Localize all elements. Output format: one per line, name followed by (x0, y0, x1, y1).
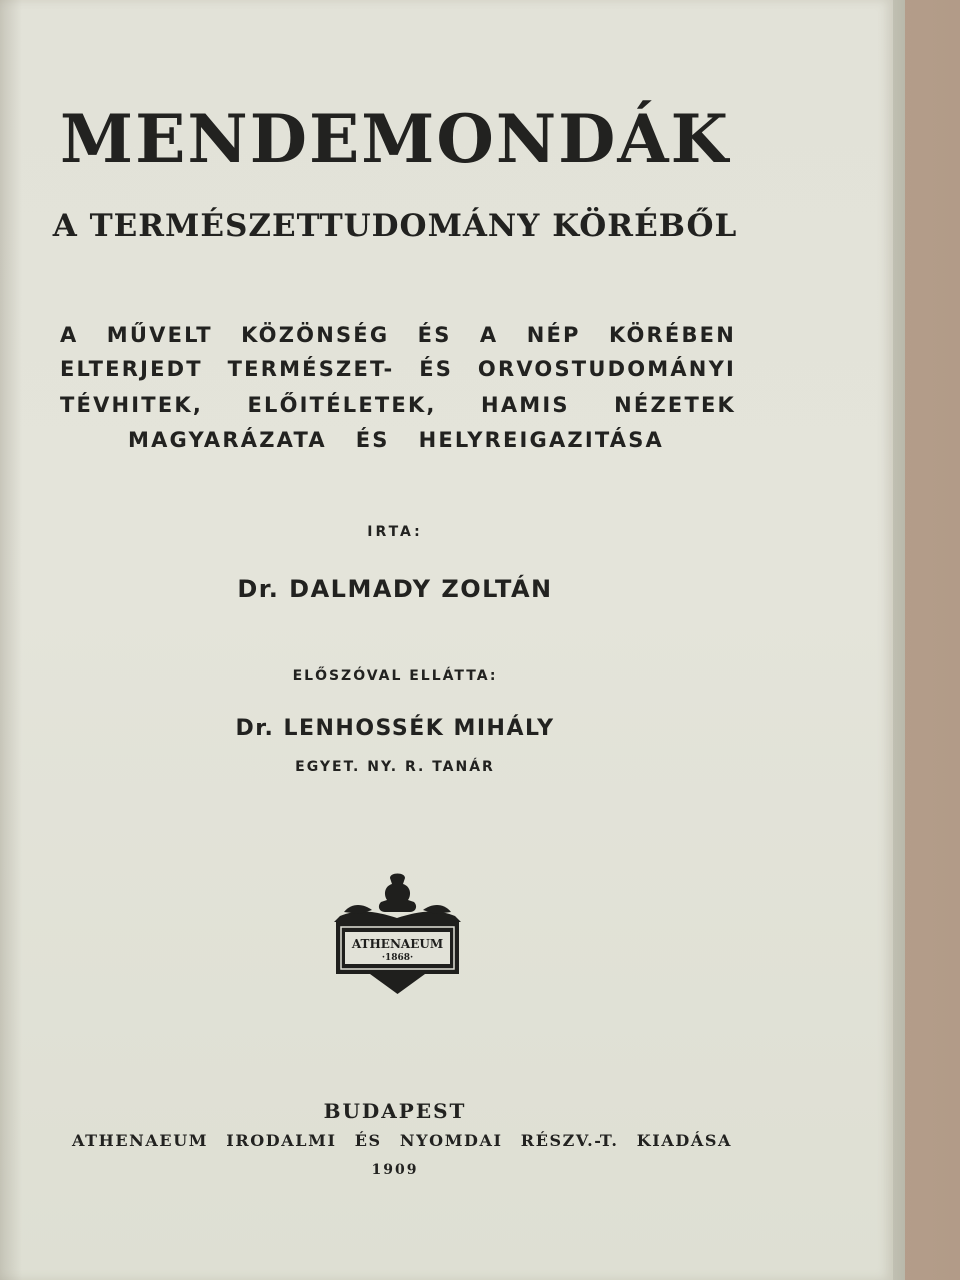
logo-text: ATHENAEUM (351, 937, 444, 951)
foreword-label: ELŐSZÓVAL ELLÁTTA: (292, 668, 498, 684)
foreword-author-position: EGYET. NY. R. TANÁR (295, 759, 495, 775)
athenaeum-logo-icon (330, 872, 465, 997)
description-line: MAGYARÁZATA ÉS HELYREIGAZITÁSA (128, 428, 664, 452)
written-by-label: IRTA: (367, 524, 423, 540)
publisher-line: ATHENAEUM IRODALMI ÉS NYOMDAI RÉSZV.-T. KIADÁSA (72, 1131, 732, 1150)
description-line: ELTERJEDT TERMÉSZET- ÉS ORVOSTUDOMÁNYI (60, 357, 736, 381)
page-gutter-shadow (0, 0, 22, 1280)
publication-city: BUDAPEST (323, 1099, 467, 1123)
description-line: TÉVHITEK, ELŐITÉLETEK, HAMIS NÉZETEK (60, 393, 736, 417)
foreword-author-name: Dr. LENHOSSÉK MIHÁLY (235, 716, 555, 741)
logo-year: ·1868· (381, 953, 414, 963)
description-line: A MŰVELT KÖZÖNSÉG ÉS A NÉP KÖRÉBEN (60, 323, 736, 347)
publication-year: 1909 (371, 1162, 419, 1178)
author-name: Dr. DALMADY ZOLTÁN (237, 575, 553, 603)
book-title: MENDEMONDÁK (60, 100, 730, 178)
book-subtitle: A TERMÉSZETTUDOMÁNY KÖRÉBŐL (52, 208, 738, 244)
